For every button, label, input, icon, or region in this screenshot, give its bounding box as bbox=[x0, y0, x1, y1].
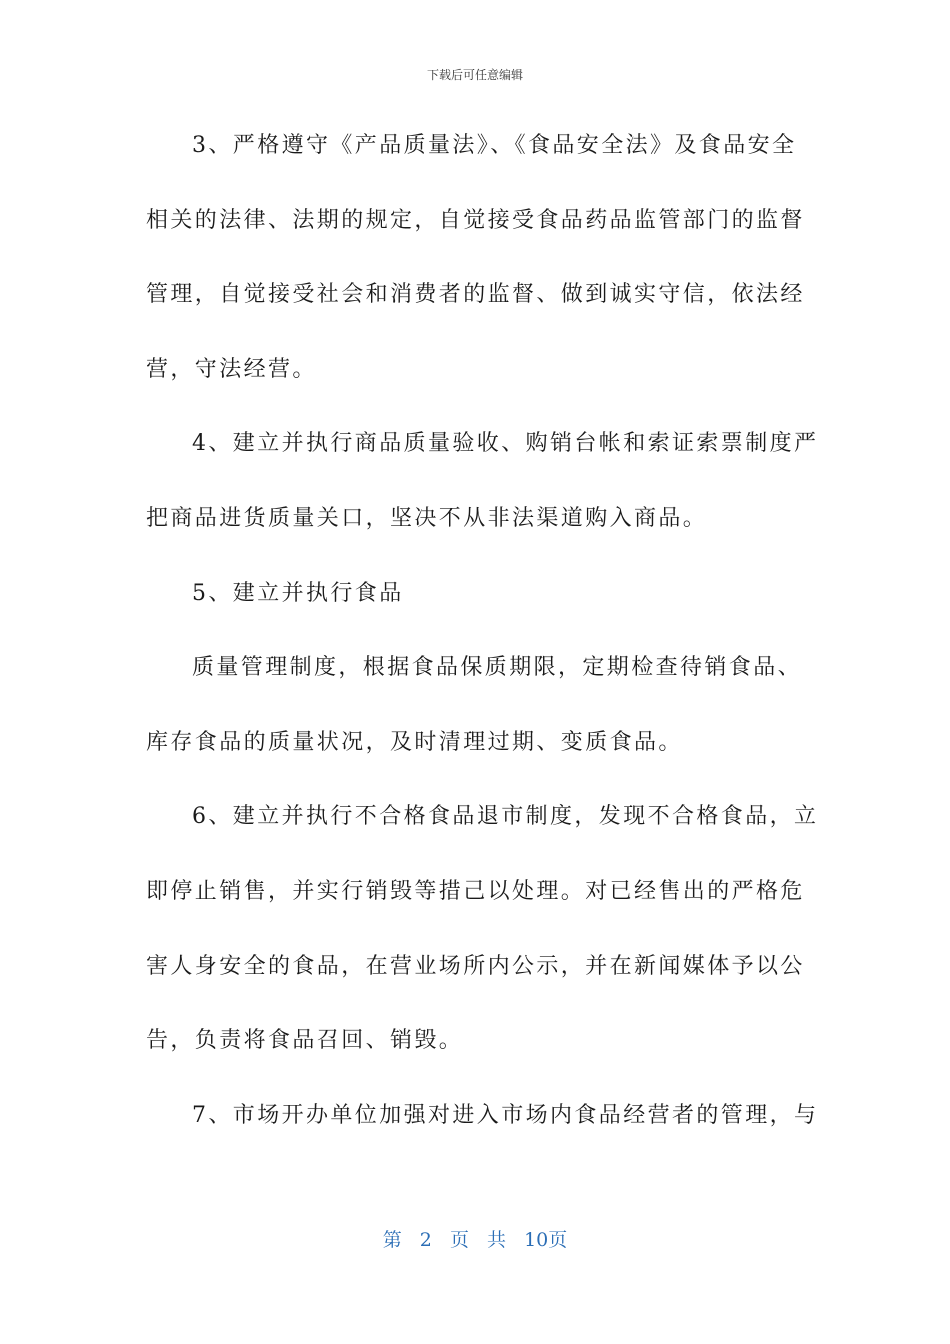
paragraph-5-line-1: 5、建立并执行食品 bbox=[192, 580, 404, 606]
paragraph-5-line-3: 库存食品的质量状况，及时清理过期、变质食品。 bbox=[146, 729, 683, 755]
footer-total-pages: 10页 bbox=[524, 1229, 568, 1251]
paragraph-6-line-4: 告，负责将食品召回、销毁。 bbox=[146, 1028, 464, 1054]
document-body bbox=[146, 126, 819, 1170]
page-number-footer bbox=[0, 1225, 950, 1252]
paragraph-7-line-1: 7、市场开办单位加强对进入市场内食品经营者的管理，与 bbox=[192, 1102, 819, 1128]
paragraph-3-line-1: 3、严格遵守《产品质量法》、《食品安全法》及食品安全 bbox=[192, 133, 797, 158]
paragraph-4-line-2: 把商品进货质量关口，坚决不从非法渠道购入商品。 bbox=[146, 505, 708, 531]
page-header: 下载后可任意编辑 bbox=[426, 68, 523, 82]
paragraph-3-line-3: 管理，自觉接受社会和消费者的监督、做到诚实守信，依法经 bbox=[146, 282, 805, 308]
paragraph-6-line-1: 6、建立并执行不合格食品退市制度，发现不合格食品，立 bbox=[192, 804, 819, 830]
paragraph-6-line-2: 即停止销售，并实行销毁等措己以处理。对已经售出的严格危 bbox=[146, 878, 805, 904]
footer-current-page: 2 bbox=[419, 1229, 432, 1251]
paragraph-3-line-4: 营，守法经营。 bbox=[146, 356, 317, 382]
footer-prefix: 第 bbox=[382, 1229, 402, 1251]
footer-mid: 页 bbox=[449, 1229, 469, 1251]
paragraph-3-line-2: 相关的法律、法期的规定，自觉接受食品药品监管部门的监督 bbox=[146, 207, 805, 233]
footer-total-label: 共 bbox=[487, 1229, 507, 1251]
paragraph-6-line-3: 害人身安全的食品，在营业场所内公示，并在新闻媒体予以公 bbox=[146, 953, 805, 979]
paragraph-4-line-1: 4、建立并执行商品质量验收、购销台帐和索证索票制度严 bbox=[192, 431, 819, 457]
paragraph-5-line-2: 质量管理制度，根据食品保质期限，定期检查待销食品、 bbox=[192, 655, 803, 681]
